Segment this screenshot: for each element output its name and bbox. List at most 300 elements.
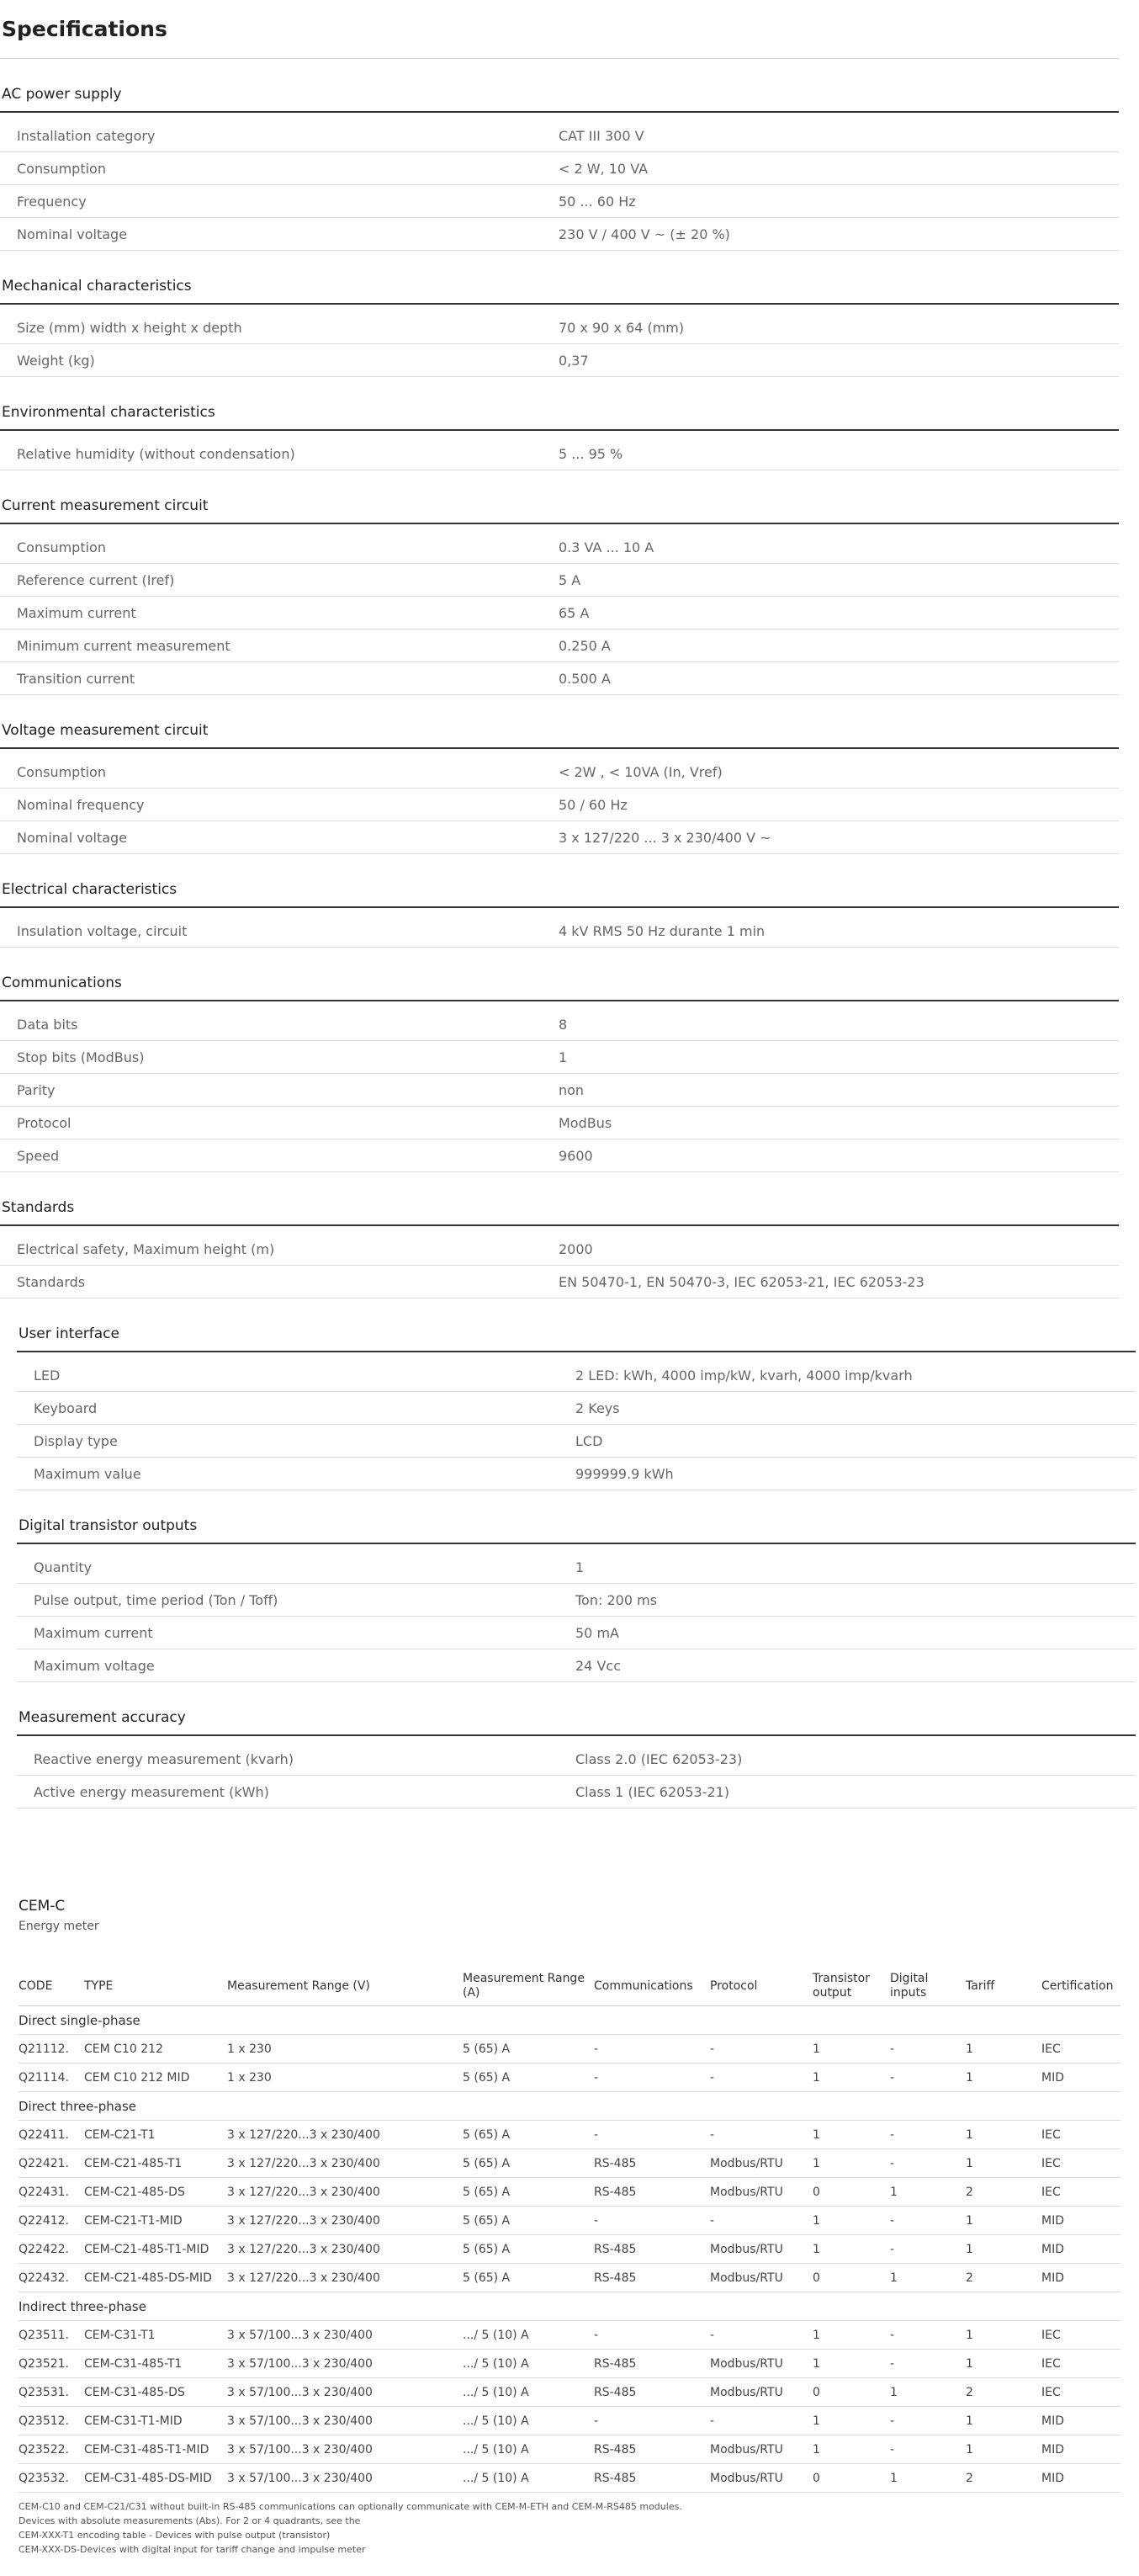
table-cell: 0: [813, 2464, 890, 2493]
table-cell: 3 x 57/100...3 x 230/400: [227, 2435, 463, 2464]
spec-label: Size (mm) width x height x depth: [17, 319, 242, 336]
table-cell: 1: [813, 2207, 890, 2235]
spec-row: [0, 531, 1119, 564]
table-cell: 1: [813, 2121, 890, 2149]
table-cell: -: [710, 2063, 813, 2092]
table-cell: Q23511.: [19, 2321, 84, 2350]
table-cell: 2: [966, 2264, 1041, 2292]
spec-label: Nominal frequency: [17, 796, 145, 813]
spec-value: Class 2.0 (IEC 62053-23): [575, 1750, 743, 1767]
table-body: [19, 2006, 1120, 2493]
table-cell: -: [890, 2035, 966, 2063]
table-cell: 3 x 127/220...3 x 230/400: [227, 2178, 463, 2207]
spec-row: [0, 597, 1119, 629]
column-header: CODE: [19, 1967, 84, 2006]
spec-label: Parity: [17, 1081, 56, 1098]
footnote-line: Devices with absolute measurements (Abs). For 2 or 4 quadrants, see the: [19, 2515, 361, 2526]
table-cell: -: [890, 2321, 966, 2350]
spec-value: 230 V / 400 V ~ (± 20 %): [559, 226, 730, 242]
table-cell: 1: [966, 2235, 1041, 2264]
table-cell: 3 x 57/100...3 x 230/400: [227, 2378, 463, 2407]
footnotes: [19, 2499, 1120, 2557]
spec-row: [0, 1008, 1119, 1041]
table-cell: -: [594, 2321, 710, 2350]
table-cell: 1: [966, 2321, 1041, 2350]
table-cell: -: [594, 2121, 710, 2149]
table-cell: 1: [966, 2435, 1041, 2464]
section-title: Digital transistor outputs: [17, 1509, 1136, 1544]
table-cell: MID: [1041, 2264, 1120, 2292]
section-title: Voltage measurement circuit: [0, 714, 1119, 749]
table-cell: -: [594, 2207, 710, 2235]
table-cell: MID: [1041, 2435, 1120, 2464]
spec-row: [0, 344, 1119, 377]
spec-label: Consumption: [17, 763, 106, 780]
table-cell: MID: [1041, 2207, 1120, 2235]
table-cell: CEM-C31-T1: [84, 2321, 227, 2350]
section-title: Current measurement circuit: [0, 489, 1119, 524]
spec-label: Reactive energy measurement (kvarh): [34, 1750, 294, 1767]
spec-value: 4 kV RMS 50 Hz durante 1 min: [559, 922, 766, 939]
table-row: [19, 2178, 1120, 2207]
spec-row: [17, 1743, 1136, 1776]
group-label: Direct three-phase: [19, 2092, 1120, 2121]
table-cell: Q22432.: [19, 2264, 84, 2292]
table-cell: 1: [890, 2378, 966, 2407]
table-cell: Modbus/RTU: [710, 2350, 813, 2378]
table-cell: 1: [890, 2464, 966, 2493]
spec-row: [0, 821, 1119, 854]
spec-section: [0, 714, 1119, 854]
spec-value: 1: [559, 1049, 568, 1065]
spec-value: EN 50470-1, EN 50470-3, IEC 62053-21, IEC 62053-23: [559, 1273, 924, 1290]
spec-value: 1: [575, 1559, 585, 1575]
spec-value: < 2W , < 10VA (In, Vref): [559, 763, 723, 780]
section-title: Communications: [0, 966, 1119, 1001]
section-title: AC power supply: [0, 77, 1119, 113]
spec-row: [17, 1584, 1136, 1617]
spec-value: 2000: [559, 1240, 593, 1257]
spec-value: < 2 W, 10 VA: [559, 160, 649, 177]
spec-label: Reference current (Iref): [17, 571, 175, 588]
table-cell: 0: [813, 2264, 890, 2292]
spec-row: [0, 438, 1119, 470]
table-row: [19, 2435, 1120, 2464]
table-cell: 5 (65) A: [463, 2121, 594, 2149]
table-cell: 5 (65) A: [463, 2235, 594, 2264]
table-cell: Q23512.: [19, 2407, 84, 2435]
table-cell: CEM C10 212 MID: [84, 2063, 227, 2092]
table-cell: RS-485: [594, 2350, 710, 2378]
spec-row: [0, 120, 1119, 152]
spec-label: Stop bits (ModBus): [17, 1049, 145, 1065]
table-cell: CEM-C31-485-DS: [84, 2378, 227, 2407]
table-cell: MID: [1041, 2235, 1120, 2264]
table-cell: Modbus/RTU: [710, 2178, 813, 2207]
spec-label: Speed: [17, 1147, 60, 1164]
table-cell: -: [890, 2435, 966, 2464]
table-cell: 1: [813, 2149, 890, 2178]
section-title: Standards: [0, 1191, 1119, 1226]
table-row: [19, 2464, 1120, 2493]
spec-value: 70 x 90 x 64 (mm): [559, 319, 685, 336]
spec-label: Consumption: [17, 160, 106, 177]
spec-label: Relative humidity (without condensation): [17, 445, 295, 462]
table-cell: CEM C10 212: [84, 2035, 227, 2063]
section-title: Measurement accuracy: [17, 1701, 1136, 1736]
table-cell: RS-485: [594, 2178, 710, 2207]
table-header-row: [19, 1967, 1120, 2006]
table-cell: Modbus/RTU: [710, 2264, 813, 2292]
spec-section: [0, 489, 1119, 695]
table-cell: 1: [966, 2207, 1041, 2235]
spec-row: [17, 1649, 1136, 1682]
spec-label: Quantity: [34, 1559, 93, 1575]
table-cell: Q22411.: [19, 2121, 84, 2149]
column-header: Protocol: [710, 1967, 813, 2006]
table-cell: 1: [966, 2350, 1041, 2378]
table-cell: Modbus/RTU: [710, 2464, 813, 2493]
spec-label: Pulse output, time period (Ton / Toff): [34, 1591, 278, 1608]
spec-row: [0, 152, 1119, 185]
table-cell: IEC: [1041, 2321, 1120, 2350]
column-header: Digital inputs: [890, 1967, 966, 2006]
column-header: Transistor output: [813, 1967, 890, 2006]
table-row: [19, 2235, 1120, 2264]
table-cell: CEM-C21-T1-MID: [84, 2207, 227, 2235]
table-cell: 1: [966, 2407, 1041, 2435]
spec-label: Nominal voltage: [17, 226, 128, 242]
spec-row: [17, 1551, 1136, 1584]
table-cell: -: [710, 2321, 813, 2350]
spec-value: 5 A: [559, 571, 581, 588]
table-cell: 1: [890, 2264, 966, 2292]
table-cell: .../ 5 (10) A: [463, 2435, 594, 2464]
table-cell: 1: [813, 2063, 890, 2092]
table-row: [19, 2350, 1120, 2378]
table-cell: .../ 5 (10) A: [463, 2350, 594, 2378]
table-cell: -: [710, 2207, 813, 2235]
table-cell: Q23531.: [19, 2378, 84, 2407]
spec-label: Transition current: [17, 670, 135, 687]
spec-row: [0, 185, 1119, 218]
group-row: [19, 2092, 1120, 2121]
spec-value: 3 x 127/220 ... 3 x 230/400 V ~: [559, 829, 771, 846]
spec-row: [17, 1776, 1136, 1809]
table-cell: 5 (65) A: [463, 2264, 594, 2292]
table-cell: 1 x 230: [227, 2063, 463, 2092]
spec-value: 8: [559, 1016, 568, 1033]
table-cell: RS-485: [594, 2149, 710, 2178]
footnote-line: CEM-XXX-T1 encoding table - Devices with pulse output (transistor): [19, 2530, 331, 2541]
spec-label: Maximum current: [17, 604, 136, 621]
spec-value: 2 Keys: [575, 1400, 620, 1416]
spec-section: [17, 1509, 1136, 1682]
table-cell: .../ 5 (10) A: [463, 2321, 594, 2350]
table-cell: 1: [813, 2035, 890, 2063]
group-row: [19, 2292, 1120, 2321]
section-title: Electrical characteristics: [0, 873, 1119, 908]
table-cell: 1: [966, 2063, 1041, 2092]
footnote-line: CEM-XXX-DS-Devices with digital input for tariff change and impulse meter: [19, 2544, 366, 2555]
table-cell: -: [710, 2121, 813, 2149]
table-cell: Modbus/RTU: [710, 2235, 813, 2264]
product-table: [19, 1967, 1120, 2493]
spec-label: Minimum current measurement: [17, 637, 230, 654]
group-label: Indirect three-phase: [19, 2292, 1120, 2321]
product-panel: [19, 1898, 1120, 2557]
spec-section: [0, 269, 1119, 377]
spec-section: [0, 873, 1119, 948]
spec-sections: [0, 77, 1119, 1809]
spec-label: Frequency: [17, 193, 87, 210]
spec-value: 0.500 A: [559, 670, 611, 687]
table-row: [19, 2407, 1120, 2435]
table-cell: Q22422.: [19, 2235, 84, 2264]
table-cell: 5 (65) A: [463, 2207, 594, 2235]
spec-row: [0, 915, 1119, 948]
table-cell: 2: [966, 2378, 1041, 2407]
table-cell: 0: [813, 2378, 890, 2407]
spec-value: CAT III 300 V: [559, 127, 644, 144]
column-header: Certification: [1041, 1967, 1120, 2006]
table-row: [19, 2207, 1120, 2235]
table-cell: IEC: [1041, 2121, 1120, 2149]
table-cell: 2: [966, 2178, 1041, 2207]
table-cell: CEM-C21-485-DS-MID: [84, 2264, 227, 2292]
spec-value: 24 Vcc: [575, 1657, 621, 1674]
table-cell: IEC: [1041, 2350, 1120, 2378]
table-cell: MID: [1041, 2407, 1120, 2435]
table-cell: CEM-C31-485-DS-MID: [84, 2464, 227, 2493]
table-cell: 1: [890, 2178, 966, 2207]
spec-row: [0, 629, 1119, 662]
spec-row: [0, 662, 1119, 695]
spec-label: Keyboard: [34, 1400, 98, 1416]
spec-row: [0, 1139, 1119, 1172]
spec-value: 2 LED: kWh, 4000 imp/kW, kvarh, 4000 imp/kvarh: [575, 1367, 913, 1384]
spec-row: [0, 1266, 1119, 1299]
spec-value: Ton: 200 ms: [575, 1591, 658, 1608]
table-cell: -: [890, 2350, 966, 2378]
table-cell: 1: [813, 2407, 890, 2435]
table-cell: 2: [966, 2464, 1041, 2493]
table-cell: 3 x 57/100...3 x 230/400: [227, 2407, 463, 2435]
table-cell: 1: [813, 2435, 890, 2464]
spec-value: 9600: [559, 1147, 593, 1164]
table-cell: 1: [966, 2121, 1041, 2149]
spec-label: Maximum voltage: [34, 1657, 155, 1674]
table-row: [19, 2035, 1120, 2063]
table-cell: -: [890, 2121, 966, 2149]
spec-value: 999999.9 kWh: [575, 1465, 674, 1482]
spec-section: [0, 1191, 1119, 1299]
table-cell: CEM-C31-T1-MID: [84, 2407, 227, 2435]
table-cell: Q22421.: [19, 2149, 84, 2178]
table-cell: -: [594, 2035, 710, 2063]
spec-row: [17, 1617, 1136, 1649]
spec-row: [0, 1233, 1119, 1266]
spec-label: Data bits: [17, 1016, 78, 1033]
table-cell: Q23522.: [19, 2435, 84, 2464]
table-cell: 1: [813, 2235, 890, 2264]
table-cell: 3 x 127/220...3 x 230/400: [227, 2264, 463, 2292]
table-cell: 3 x 127/220...3 x 230/400: [227, 2235, 463, 2264]
section-title: User interface: [17, 1317, 1136, 1352]
spec-row: [0, 789, 1119, 821]
spec-row: [0, 1041, 1119, 1074]
spec-value: 0,37: [559, 352, 589, 369]
spec-value: non: [559, 1081, 585, 1098]
table-row: [19, 2121, 1120, 2149]
spec-label: Standards: [17, 1273, 86, 1290]
table-cell: RS-485: [594, 2264, 710, 2292]
spec-value: 65 A: [559, 604, 590, 621]
table-row: [19, 2321, 1120, 2350]
group-row: [19, 2006, 1120, 2035]
table-cell: Modbus/RTU: [710, 2435, 813, 2464]
spec-label: Weight (kg): [17, 352, 95, 369]
table-cell: CEM-C21-485-DS: [84, 2178, 227, 2207]
spec-value: 50 / 60 Hz: [559, 796, 628, 813]
spec-value: 50 mA: [575, 1624, 619, 1641]
table-cell: MID: [1041, 2464, 1120, 2493]
spec-label: Display type: [34, 1432, 118, 1449]
table-cell: RS-485: [594, 2378, 710, 2407]
spec-row: [0, 1107, 1119, 1139]
table-cell: Q22431.: [19, 2178, 84, 2207]
table-cell: -: [710, 2407, 813, 2435]
table-cell: -: [890, 2207, 966, 2235]
table-cell: RS-485: [594, 2464, 710, 2493]
spec-row: [17, 1425, 1136, 1458]
table-cell: 3 x 127/220...3 x 230/400: [227, 2121, 463, 2149]
table-cell: 1: [966, 2149, 1041, 2178]
spec-label: LED: [34, 1367, 61, 1384]
table-cell: 3 x 127/220...3 x 230/400: [227, 2149, 463, 2178]
table-cell: 0: [813, 2178, 890, 2207]
spec-row: [17, 1458, 1136, 1490]
table-cell: 3 x 127/220...3 x 230/400: [227, 2207, 463, 2235]
table-cell: -: [890, 2235, 966, 2264]
spec-row: [17, 1359, 1136, 1392]
product-title: CEM-C: [19, 1898, 66, 1915]
table-cell: CEM-C31-485-T1: [84, 2350, 227, 2378]
table-cell: .../ 5 (10) A: [463, 2407, 594, 2435]
table-cell: .../ 5 (10) A: [463, 2378, 594, 2407]
table-cell: -: [710, 2035, 813, 2063]
table-row: [19, 2264, 1120, 2292]
table-cell: 5 (65) A: [463, 2035, 594, 2063]
table-cell: CEM-C21-485-T1-MID: [84, 2235, 227, 2264]
column-header: Measurement Range (A): [463, 1967, 594, 2006]
table-cell: 5 (65) A: [463, 2149, 594, 2178]
table-cell: RS-485: [594, 2235, 710, 2264]
spec-label: Protocol: [17, 1114, 72, 1131]
table-cell: 5 (65) A: [463, 2178, 594, 2207]
table-cell: 1: [813, 2321, 890, 2350]
spec-section: [17, 1701, 1136, 1809]
table-cell: 3 x 57/100...3 x 230/400: [227, 2321, 463, 2350]
spec-label: Consumption: [17, 539, 106, 555]
table-cell: 5 (65) A: [463, 2063, 594, 2092]
table-cell: IEC: [1041, 2035, 1120, 2063]
section-title: Mechanical characteristics: [0, 269, 1119, 305]
table-row: [19, 2063, 1120, 2092]
table-cell: RS-485: [594, 2435, 710, 2464]
spec-label: Active energy measurement (kWh): [34, 1783, 269, 1800]
footnote-line: CEM-C10 and CEM-C21/C31 without built-in RS-485 communications can optionally communicate with CEM-M-ETH and CEM-M-RS485 modules.: [19, 2501, 682, 2512]
section-title: Environmental characteristics: [0, 396, 1119, 431]
group-label: Direct single-phase: [19, 2006, 1120, 2035]
column-header: Measurement Range (V): [227, 1967, 463, 2006]
column-header: TYPE: [84, 1967, 227, 2006]
table-cell: Modbus/RTU: [710, 2149, 813, 2178]
table-row: [19, 2149, 1120, 2178]
product-subtitle: Energy meter: [19, 1920, 99, 1933]
table-cell: IEC: [1041, 2378, 1120, 2407]
spec-value: 5 ... 95 %: [559, 445, 623, 462]
spec-row: [0, 1074, 1119, 1107]
column-header: Communications: [594, 1967, 710, 2006]
spec-label: Electrical safety, Maximum height (m): [17, 1240, 275, 1257]
table-cell: Q23521.: [19, 2350, 84, 2378]
table-cell: 3 x 57/100...3 x 230/400: [227, 2350, 463, 2378]
table-cell: IEC: [1041, 2149, 1120, 2178]
page-title: Specifications: [0, 0, 1119, 59]
spec-label: Insulation voltage, circuit: [17, 922, 188, 939]
spec-label: Maximum value: [34, 1465, 141, 1482]
spec-value: 0.3 VA ... 10 A: [559, 539, 654, 555]
table-cell: CEM-C21-485-T1: [84, 2149, 227, 2178]
table-cell: CEM-C21-T1: [84, 2121, 227, 2149]
spec-row: [0, 311, 1119, 344]
spec-section: [0, 77, 1119, 251]
table-cell: Q21112.: [19, 2035, 84, 2063]
table-cell: -: [890, 2407, 966, 2435]
spec-value: LCD: [575, 1432, 603, 1449]
spec-row: [0, 756, 1119, 789]
table-cell: 1 x 230: [227, 2035, 463, 2063]
table-cell: 3 x 57/100...3 x 230/400: [227, 2464, 463, 2493]
spec-row: [0, 564, 1119, 597]
spec-value: 50 ... 60 Hz: [559, 193, 636, 210]
table-cell: CEM-C31-485-T1-MID: [84, 2435, 227, 2464]
spec-section: [0, 396, 1119, 470]
spec-value: 0.250 A: [559, 637, 611, 654]
table-cell: Q23532.: [19, 2464, 84, 2493]
table-cell: Q21114.: [19, 2063, 84, 2092]
spec-label: Installation category: [17, 127, 156, 144]
spec-section: [17, 1317, 1136, 1490]
table-cell: .../ 5 (10) A: [463, 2464, 594, 2493]
spec-label: Nominal voltage: [17, 829, 128, 846]
table-cell: Q22412.: [19, 2207, 84, 2235]
table-cell: Modbus/RTU: [710, 2378, 813, 2407]
spec-section: [0, 966, 1119, 1172]
spec-row: [0, 218, 1119, 251]
spec-value: Class 1 (IEC 62053-21): [575, 1783, 730, 1800]
table-cell: -: [594, 2063, 710, 2092]
spec-value: ModBus: [559, 1114, 612, 1131]
table-cell: -: [890, 2063, 966, 2092]
table-cell: 1: [966, 2035, 1041, 2063]
table-row: [19, 2378, 1120, 2407]
table-cell: -: [890, 2149, 966, 2178]
table-cell: 1: [813, 2350, 890, 2378]
spec-row: [17, 1392, 1136, 1425]
spec-label: Maximum current: [34, 1624, 153, 1641]
